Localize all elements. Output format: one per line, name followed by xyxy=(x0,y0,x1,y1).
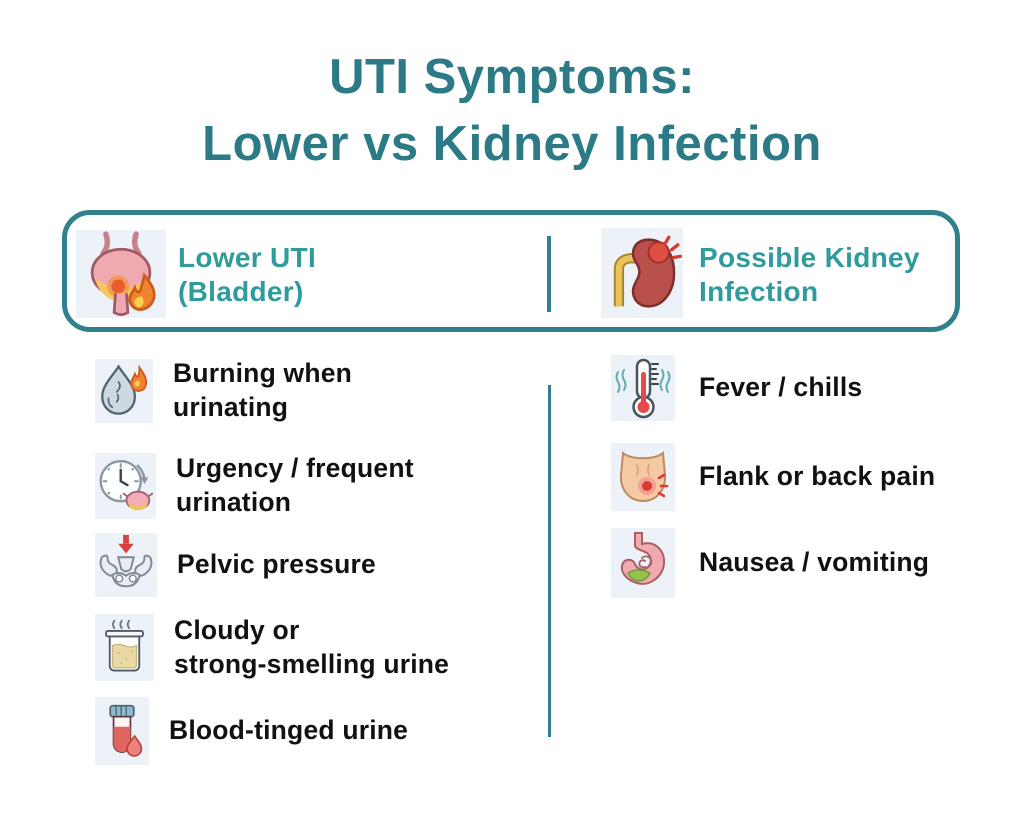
symptom-label: Fever / chills xyxy=(699,372,863,403)
pelvis-pressure-icon xyxy=(95,533,157,597)
thermometer-icon xyxy=(611,355,675,421)
back-pain-icon xyxy=(611,443,675,511)
symptom-label: Urgency / frequent urination xyxy=(176,453,414,517)
kidney-icon xyxy=(601,228,683,318)
bladder-fire-icon xyxy=(76,230,166,318)
header-divider xyxy=(547,236,551,312)
symptom-label: Pelvic pressure xyxy=(177,549,376,580)
symptom-label: Flank or back pain xyxy=(699,461,936,492)
symptom-label: Nausea / vomiting xyxy=(699,547,930,578)
title-line-1: UTI Symptoms: xyxy=(329,50,695,104)
symptom-item-nausea xyxy=(611,528,929,598)
symptom-label: Cloudy or strong-smelling urine xyxy=(174,615,450,679)
header-left-label: Lower UTI (Bladder) xyxy=(178,242,317,307)
symptom-item-pelvic-pressure xyxy=(95,533,376,597)
column-divider xyxy=(548,385,551,737)
symptom-item-urgency xyxy=(95,452,414,519)
page-title xyxy=(0,44,1024,177)
symptom-item-blood-urine xyxy=(95,697,408,765)
symptom-item-flank-pain xyxy=(611,443,935,511)
title-line-2: Lower vs Kidney Infection xyxy=(202,116,822,171)
urine-sample-icon xyxy=(95,614,154,681)
header-right-label: Possible Kidney Infection xyxy=(699,242,920,307)
symptom-label: Burning when urinating xyxy=(173,358,353,422)
symptom-label: Blood-tinged urine xyxy=(169,715,409,746)
stomach-icon xyxy=(611,528,675,598)
symptom-item-cloudy-urine xyxy=(95,614,449,681)
water-drop-fire-icon xyxy=(95,359,153,423)
blood-test-tube-icon xyxy=(95,697,149,765)
symptom-item-fever xyxy=(611,355,862,421)
symptom-item-burning xyxy=(95,357,352,424)
clock-bladder-icon xyxy=(95,453,156,519)
